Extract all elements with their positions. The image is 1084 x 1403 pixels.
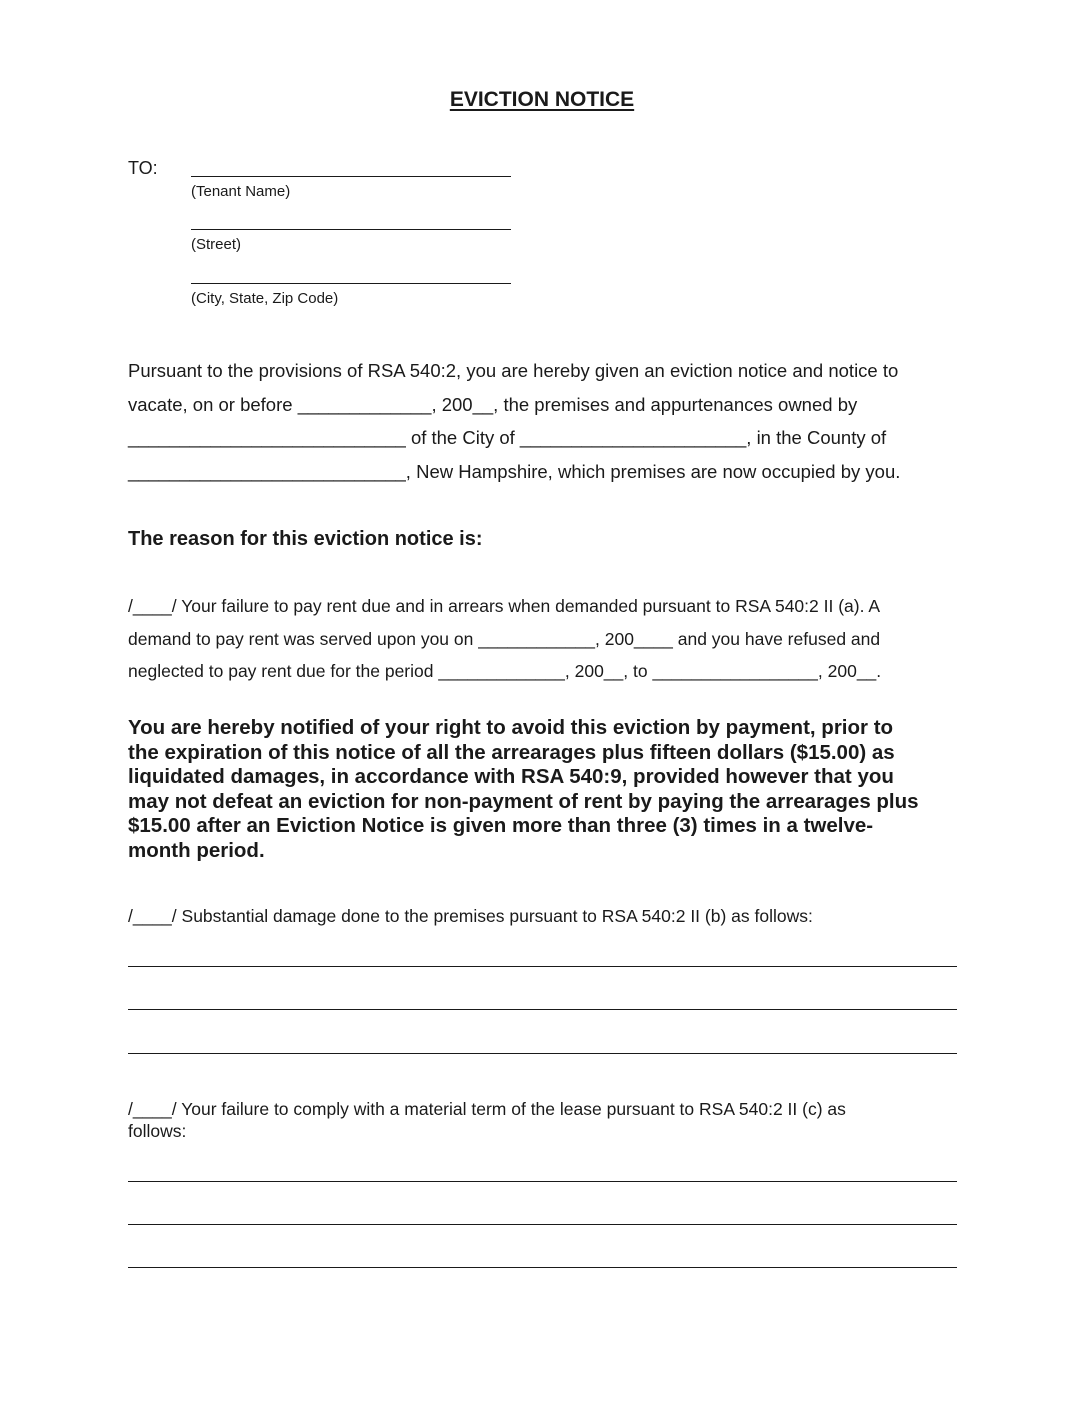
reason-c-line: follows:: [128, 1121, 187, 1141]
lease-term-description-line[interactable]: [128, 1267, 957, 1268]
notice-line: liquidated damages, in accordance with RSA 540:9, provided however that you: [128, 765, 894, 789]
reason-a-line: demand to pay rent was served upon you on ____________, 200____ and you have refused and: [128, 629, 881, 649]
to-label: TO:: [128, 158, 158, 178]
reason-heading: The reason for this eviction notice is:: [128, 528, 483, 550]
lease-term-description-line[interactable]: [128, 1181, 957, 1182]
street-caption: (Street): [191, 236, 242, 253]
intro-line: vacate, on or before _____________, 200__, the premises and appurtenances owned by: [128, 394, 858, 415]
tenant-name-caption: (Tenant Name): [191, 183, 291, 200]
tenant-name-field[interactable]: [191, 176, 511, 177]
reason-c-line: /____/ Your failure to comply with a material term of the lease pursuant to RSA 540:2 II (c) as: [128, 1099, 846, 1119]
notice-line: You are hereby notified of your right to avoid this eviction by payment, prior to: [128, 716, 894, 739]
notice-line: the expiration of this notice of all the arrearages plus fifteen dollars ($15.00) as: [128, 740, 895, 764]
intro-line: Pursuant to the provisions of RSA 540:2, you are hereby given an eviction notice and notice to: [128, 360, 899, 381]
payment-right-notice: [128, 716, 968, 864]
reason-a-line: neglected to pay rent due for the period _____________, 200__, to _________________, 200__.: [128, 661, 882, 681]
document-title: EVICTION NOTICE: [449, 88, 635, 111]
damage-description-line[interactable]: [128, 1053, 957, 1054]
intro-line: ___________________________, New Hampshire, which premises are now occupied by you.: [128, 461, 901, 482]
damage-description-line[interactable]: [128, 1009, 957, 1010]
city-state-zip-caption: (City, State, Zip Code): [191, 290, 339, 307]
lease-term-description-line[interactable]: [128, 1224, 957, 1225]
street-field[interactable]: [191, 229, 511, 230]
notice-line: $15.00 after an Eviction Notice is given more than three (3) times in a twelve-: [128, 814, 874, 838]
intro-line: ___________________________ of the City of ______________________, in the County of: [128, 427, 887, 448]
reason-b-line: /____/ Substantial damage done to the premises pursuant to RSA 540:2 II (b) as follows:: [128, 906, 813, 926]
damage-description-line[interactable]: [128, 966, 957, 967]
reason-a-line: /____/ Your failure to pay rent due and in arrears when demanded pursuant to RSA 540:2 II (a). A: [128, 596, 881, 616]
notice-line: may not defeat an eviction for non-payment of rent by paying the arrearages plus: [128, 789, 919, 813]
notice-line: month period.: [128, 838, 265, 862]
city-state-zip-field[interactable]: [191, 283, 511, 284]
